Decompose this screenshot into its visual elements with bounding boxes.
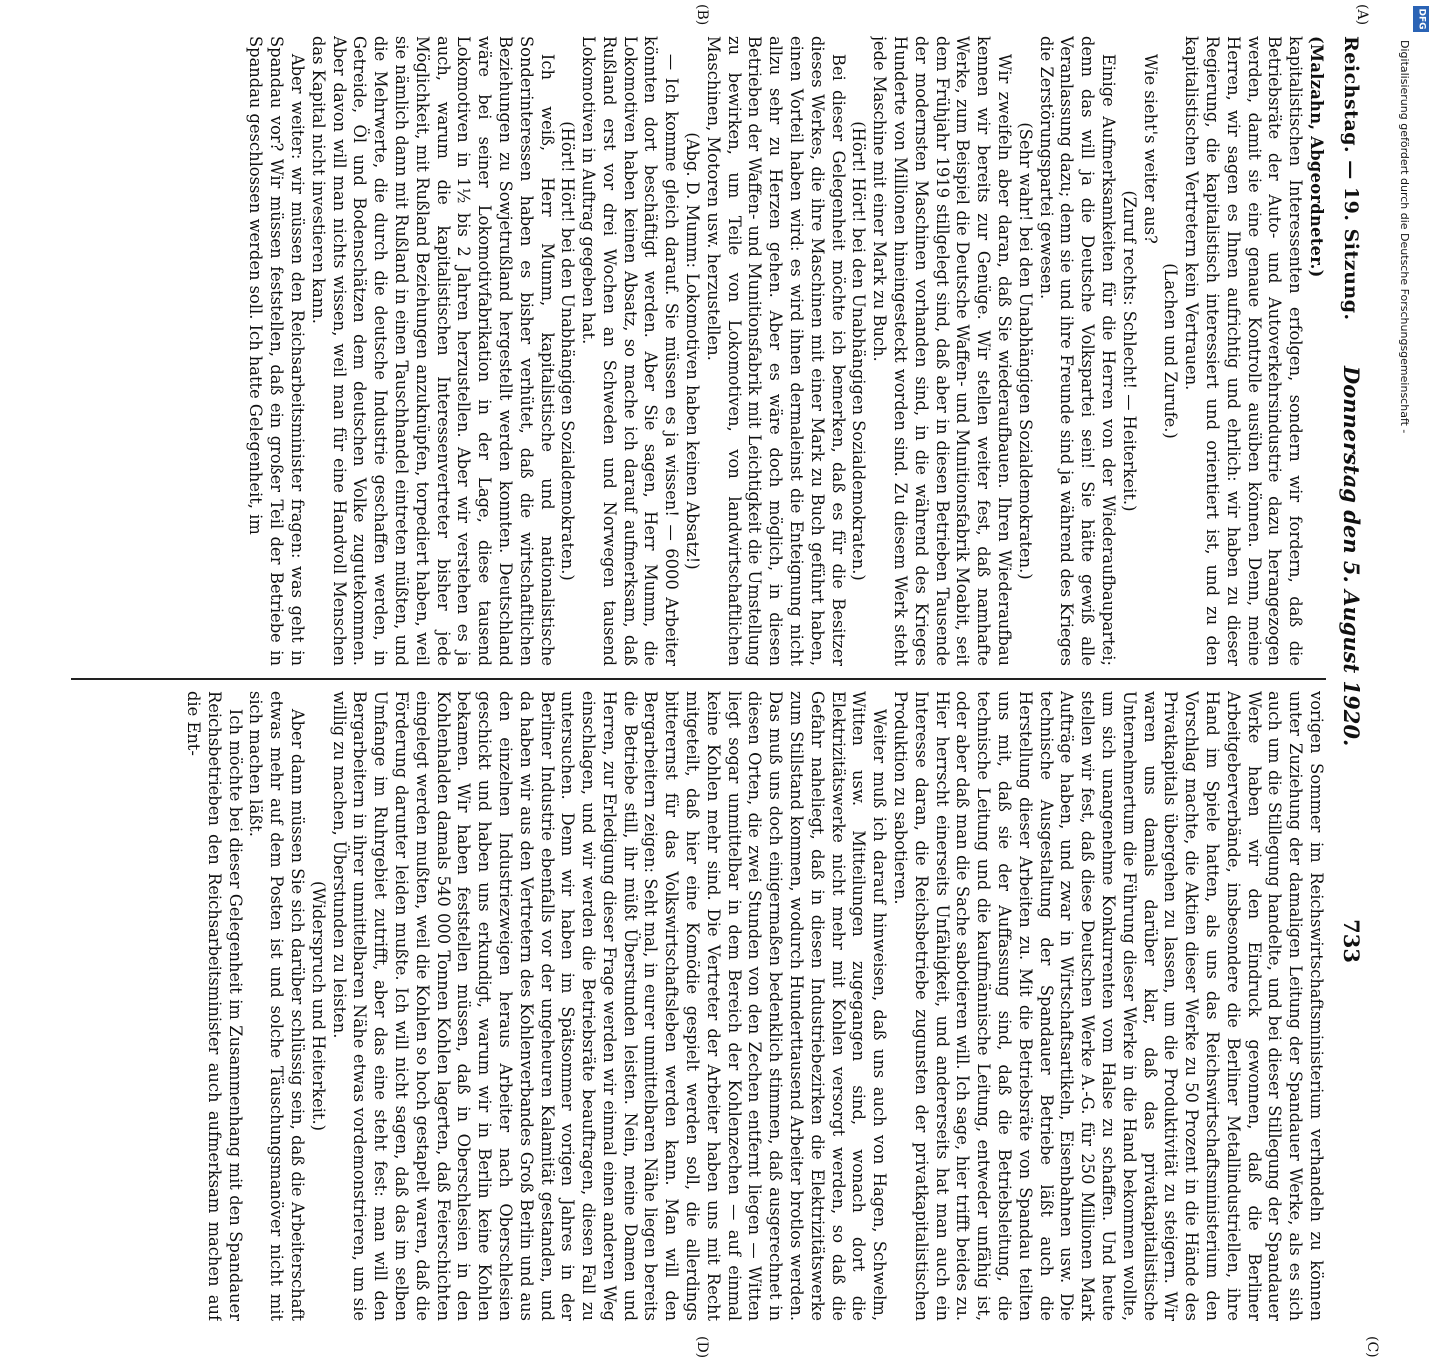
paragraph: Einige Aufmerksamkeiten für die Herren von der Wiederaufbaupartei; denn das will ja die Deutsche Volkspartei sein! Sie hätte gewiß alle Veranlassung dazu; denn sie und ihre Freunde sind ja während des Krieges die Zerstörungspartei gewesen. — [1036, 36, 1119, 666]
paragraph: Weiter muß ich darauf hinweisen, daß uns auch von Hagen, Schwelm, Witten usw. Mitteilungen zugegangen sind, wonach dort die Elektrizitätswerke nicht mehr mit Kohlen versorgt werden, so daß die Gefahr naheliegt, daß in diesen Industriebezirken die Elektrizitätswerke zum Stillstand kommen, wodurch Hunderttausend Arbeiter brotlos werden. Das muß uns doch einigermaßen bedenklich stimmen, daß ausgerechnet in diesen Orten, die zwei Stunden von den Zechen entfernt liegen — Witten liegt sogar unmittelbar in dem Bereich der Kohlenzechen — auf einmal keine Kohlen mehr sind. Die Vertreter der Arbeiter haben uns mit Recht mitgeteilt, daß hier eine Komödie gespielt werden soll, die allerdings bitterernst für das Volkswirtschaftsleben werden kann. Man will den Bergarbeitern zeigen: Seht mal, in eurer unmittelbaren Nähe liegen bereits die Betriebe still, ihr müßt Überstunden leisten. Nein, meine Damen und Herren, zur Erledigung dieser Frage werden wir einmal einen anderen Weg einschlagen, und wir werden die Betriebsräte beauftragen, diesen Fall zu untersuchen. Denn wir haben im Spätsommer vorigen Jahres in der Berliner Industrie ebenfalls vor der ungeheuren Kalamität gestanden, und da haben wir aus den Vertretern des Kohlenverbandes Groß Berlin und aus den einzelnen Industriezweigen heraus Arbeiter nach Oberschlesien geschickt und haben uns erkundigt, warum wir in Berlin keine Kohlen bekamen. Wir haben feststellen müssen, daß in Oberschlesien in den Kohlenhalden damals 540 000 Tonnen Kohlen lagerten, daß Feierschichten eingelegt werden mußten, weil die Kohlen so hoch gestapelt waren, daß die Förderung darunter leiden mußte. Ich will nicht sagen, daß das im selben Umfange im Ruhrgebiet zutrifft, aber das eine steht fest: man will den Bergarbeitern in ihrer unmittelbaren Nähe etwas vordemonstrieren, um sie willig zu machen, Überstunden zu leisten. — [329, 691, 890, 1321]
paragraph: Aber dann müssen Sie sich darüber schlüssig sein, daß die Arbeiterschaft etwas mehr auf dem Posten ist und solche Täuschungsmanöver nicht mit sich machen läßt. — [246, 691, 307, 1321]
margin-mark-d: (D) — [694, 1336, 710, 1358]
left-text-column — [56, 36, 1326, 666]
margin-mark-b: (B) — [694, 4, 710, 26]
interjection: (Zuruf rechts: Schlecht! — Heiterkeit.) — [1119, 190, 1139, 512]
paragraph: Wie sieht's weiter aus? — [1140, 53, 1160, 244]
page-header — [1330, 36, 1370, 971]
paragraph: Ich weiß, Herr Mumm, kapitalistische und nationalistische Sonderinteressen haben es bisher verhütet, daß die wirtschaftlichen Beziehungen zu Sowjetrußland hergestellt werden konnten. Deutschland wäre bei seiner Lokomotivfabrikation in der Lage, diese tausend Lokomotiven in 1½ bis 2 Jahren herzustellen. Aber wir verstehen es ja auch, warum die kapitalistischen Interessenvertreter bisher jede Möglichkeit, mit Rußland Beziehungen anzuknüpfen, torpediert haben, weil sie nämlich dann mit Rußland in einen Tauschhandel eintreten müßten, und die Mehrwerte, die durch die deutsche Industrie geschaffen werden, in Getreide, Öl und Bodenschätzen dem deutschen Volke zugutekommen. Aber davon will man nichts wissen, weil man für eine Handvoll Menschen das Kapital nicht investieren kann. — [308, 36, 557, 666]
header-session: Reichstag. — 19. Sitzung. — [1340, 36, 1362, 321]
margin-mark-a: (A) — [1354, 4, 1370, 26]
interjection: (Hört! Hört! bei den Unabhängigen Sozialdemokraten.) — [849, 121, 869, 581]
paragraph: Ich möchte bei dieser Gelegenheit im Zusammenhang mit den Spandauer Reichsbetrieben den Reichsarbeitsminister auch aufmerksam machen auf die Ent- — [183, 691, 245, 1321]
interjection: (Abg. D. Mumm: Lokomotiven haben keinen Absatz!) — [683, 132, 703, 570]
paragraph: vorigen Sommer im Reichswirtschaftsministerium verhandeln zu können unter Zuziehung der damaligen Leitung der Spandauer Werke, als es sich auch um die Stillegung handelte, und bei dieser Stillegung der Spandauer Werke haben wir den Eindruck gewonnen, daß die Berliner Arbeitgeberverbände, insbesondere die Berliner Metallindustriellen, ihre Hand im Spiele hatten, als uns das Reichswirtschaftsministerium den Vorschlag machte, die Aktien dieser Werke zu 50 Prozent in die Hände des Privatkapitals übergehen zu lassen, um die Produktivität zu steigern. Wir waren uns damals darüber klar, daß das privatkapitalistische Unternehmertum die Führung dieser Werke in die Hand bekommen wollte, um sich unangenehme Konkurrenten vom Halse zu schaffen. Und heute stellen wir fest, daß diese Deutschen Werke A.-G. für 250 Millionen Mark Aufträge haben, und zwar in Wirtschaftsartikeln, Eisenbahnen usw. Die technische Ausgestaltung der Spandauer Betriebe läßt auch die Herstellung dieser Arbeiten zu. Mit die Betriebsräte von Spandau teilten uns mit, daß sie der Auffassung sind, daß die Betriebsleitung, die technische Leitung und die kaufmännische Leitung, entweder unfähig ist, oder aber daß man die Sache sabotieren will. Ich sage, hier trifft beides zu. Hier herrscht einerseits Unfähigkeit, und andererseits hat man auch ein Interesse daran, die Reichsbetriebe zugunsten der privatkapitalistischen Produktion zu sabotieren. — [891, 691, 1326, 1321]
digitization-credit: Digitalisierung gefördert durch die Deutsche Forschungsgemeinschaft - — [1398, 40, 1411, 434]
interjection: (Lachen und Zurufe.) — [1161, 263, 1181, 439]
paragraph: — Ich komme gleich darauf. Sie müssen es ja wissen! — 6000 Arbeiter könnten dort beschäftigt werden. Aber Sie sagen, Herr Mumm, die Lokomotiven haben keinen Absatz, so mache ich darauf aufmerksam, daß Rußland erst vor drei Wochen an Schweden und Norwegen tausend Lokomotiven in Auftrag gegeben hat. — [579, 36, 682, 666]
rotated-document-page — [45, 4, 1380, 1358]
paragraph: Aber weiter: wir müssen den Reichsarbeitsminister fragen: was geht in Spandau vor? Wir müssen feststellen, daß ein großer Teil der Betriebe in Spandau geschlossen werden soll. Ich hatte Gelegenheit, im — [246, 36, 307, 666]
paragraph: Bei dieser Gelegenheit möchte ich bemerken, daß es für die Besitzer dieses Werkes, die ihre Maschinen mit einer Mark zu Buch geführt haben, einen Vorteil haben wird: es wird ihnen dermaleinst die Enteignung nicht allzu sehr zu Herzen gehen. Aber es wäre doch möglich, in diesen Betrieben der Waffen- und Munitionsfabrik mit Leichtigkeit die Umstellung zu bewirken, um Teile von Lokomotiven, von landwirtschaftlichen Maschinen, Motoren usw. herzustellen. — [703, 36, 848, 666]
interjection: (Hört! Hört! bei den Unabhängigen Sozialdemokraten.) — [558, 121, 578, 581]
interjection: (Widerspruch und Heiterkeit.) — [308, 880, 328, 1132]
speaker-note: (Malzahn, Abgeordneter.) — [1307, 36, 1326, 278]
dfg-logo: DFG — [1413, 6, 1429, 32]
interjection: (Sehr wahr! bei den Unabhängigen Sozialdemokraten.) — [1015, 122, 1035, 580]
header-date: Donnerstag den 5. August 1920. — [1339, 366, 1364, 747]
column-divider — [71, 678, 1326, 680]
margin-mark-c: (C) — [1364, 1336, 1380, 1358]
page-number: 733 — [1339, 919, 1364, 963]
paragraph: Wir zweifeln aber daran, daß Sie wiederaufbauen. Ihren Wiederaufbau kennen wir bereits zur Genüge. Wir stellen weiter fest, daß namhafte Werke, zum Beispiel die Deutsche Waffen- und Munitionsfabrik Moabit, seit dem Frühjahr 1919 stillgelegt sind, daß aber in diesen Betrieben Tausende der modernsten Maschinen vorhanden sind, in die während des Krieges Hunderte von Millionen hineingesteckt worden sind. Zu diesem Werk steht jede Maschine mit einer Mark zu Buch. — [870, 36, 1015, 666]
paragraph: kapitalistischen Interessenten erfolgen, sondern wir fordern, daß die Betriebsräte der Auto- und Autoverkehrsindustrie dazu herangezogen werden, damit sie eine genaue Kontrolle ausüben können. Denn, meine Herren, wir sagen es Ihnen aufrichtig und ehrlich: wir haben zu dieser Regierung, die kapitalistisch interessiert und orientiert ist, und zu den kapitalistischen Vertretern kein Vertrauen. — [1182, 36, 1306, 666]
right-text-column — [56, 691, 1326, 1321]
